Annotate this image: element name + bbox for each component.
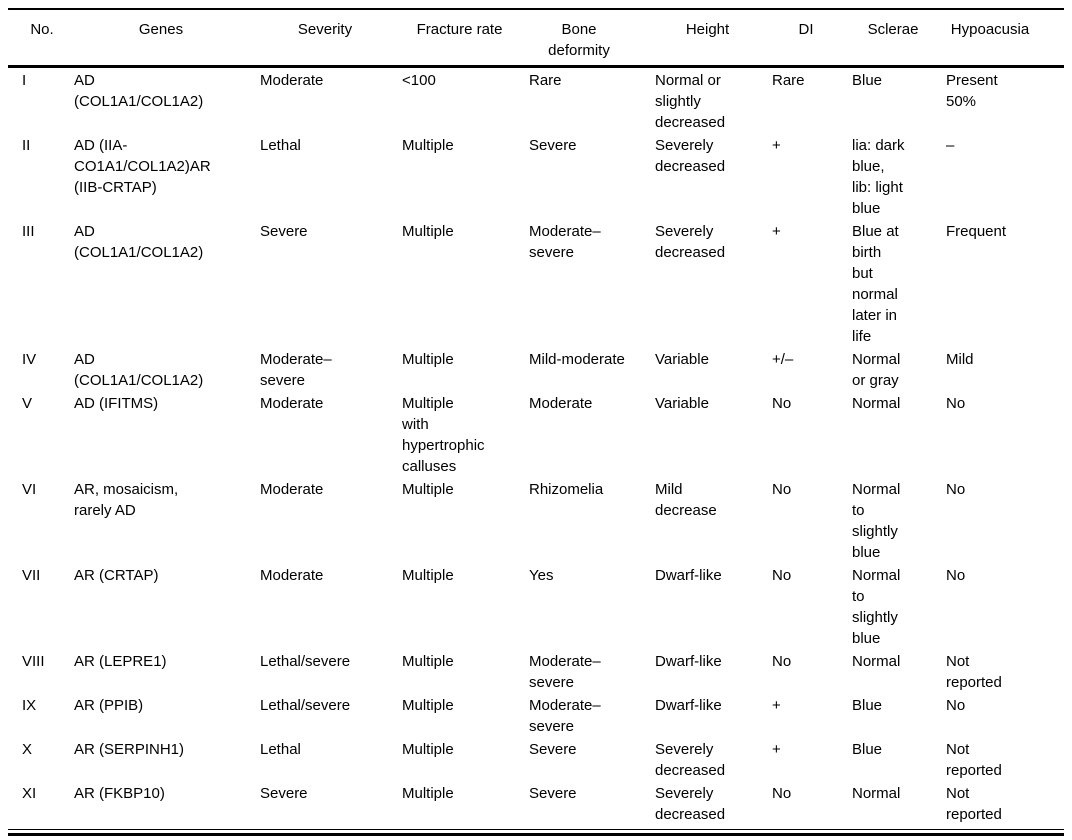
- col-header-no: No.: [30, 21, 54, 38]
- cell-di: +: [772, 741, 781, 758]
- cell-fracture-rate: Multiple: [402, 223, 454, 240]
- cell-height: Severely decreased: [655, 741, 726, 779]
- table-row: [8, 649, 1064, 693]
- cell-hypoacusia: Not reported: [946, 785, 1002, 823]
- cell-fracture-rate: Multiple: [402, 137, 454, 154]
- cell-height: Mild decrease: [655, 481, 717, 519]
- cell-di: No: [772, 395, 792, 412]
- cell-genes: AR (FKBP10): [74, 785, 165, 802]
- cell-bone-deformity: Yes: [529, 567, 554, 584]
- cell-severity: Moderate–severe: [260, 351, 332, 389]
- cell-hypoacusia: Present 50%: [946, 72, 998, 110]
- oi-types-table: [8, 8, 1064, 830]
- cell-sclerae: Blue at birth but normal later in life: [852, 223, 899, 345]
- cell-genes: AR (CRTAP): [74, 567, 159, 584]
- table-row: [8, 477, 1064, 563]
- cell-genes: AD (COL1A1/COL1A2): [74, 223, 204, 261]
- cell-di: Rare: [772, 72, 805, 89]
- col-header-di: DI: [798, 21, 814, 38]
- cell-fracture-rate: Multiple: [402, 785, 454, 802]
- cell-bone-deformity: Moderate–severe: [529, 653, 601, 691]
- cell-hypoacusia: No: [946, 395, 966, 412]
- table-row: [8, 347, 1064, 391]
- cell-di: No: [772, 785, 792, 802]
- cell-severity: Lethal: [260, 741, 301, 758]
- table-row: [8, 391, 1064, 477]
- cell-fracture-rate: <100: [402, 72, 436, 89]
- table-row: [8, 219, 1064, 347]
- table-row: [8, 67, 1064, 134]
- cell-bone-deformity: Moderate–severe: [529, 697, 601, 735]
- cell-no: VI: [22, 481, 37, 498]
- cell-no: I: [22, 72, 27, 89]
- cell-hypoacusia: Not reported: [946, 653, 1002, 691]
- cell-bone-deformity: Severe: [529, 785, 577, 802]
- cell-no: II: [22, 137, 31, 154]
- bottom-rule: [8, 833, 1064, 836]
- cell-height: Variable: [655, 395, 709, 412]
- cell-severity: Moderate: [260, 481, 324, 498]
- cell-no: V: [22, 395, 33, 412]
- cell-genes: AR, mosaicism, rarely AD: [74, 481, 179, 519]
- cell-sclerae: Normal: [852, 653, 901, 670]
- cell-genes: AR (SERPINH1): [74, 741, 185, 758]
- cell-hypoacusia: Mild: [946, 351, 974, 368]
- cell-no: VII: [22, 567, 41, 584]
- header-row: [8, 9, 1064, 67]
- cell-height: Dwarf-like: [655, 697, 722, 714]
- cell-no: IX: [22, 697, 37, 714]
- cell-sclerae: Blue: [852, 697, 883, 714]
- cell-di: +/–: [772, 351, 794, 368]
- table-row: [8, 693, 1064, 737]
- cell-bone-deformity: Rhizomelia: [529, 481, 604, 498]
- cell-no: IV: [22, 351, 37, 368]
- cell-fracture-rate: Multiple with hypertrophic calluses: [402, 395, 485, 475]
- cell-fracture-rate: Multiple: [402, 653, 454, 670]
- cell-hypoacusia: Not reported: [946, 741, 1002, 779]
- cell-genes: AD (IIA-CO1A1/COL1A2)AR (IIB-CRTAP): [74, 137, 211, 196]
- cell-bone-deformity: Mild-moderate: [529, 351, 625, 368]
- cell-severity: Moderate: [260, 72, 324, 89]
- cell-fracture-rate: Multiple: [402, 697, 454, 714]
- cell-genes: AR (LEPRE1): [74, 653, 167, 670]
- cell-bone-deformity: Rare: [529, 72, 562, 89]
- col-header-bone-deformity: Bone deformity: [548, 21, 610, 59]
- col-header-fracture-rate: Fracture rate: [416, 21, 503, 38]
- table-row: [8, 563, 1064, 649]
- table-row: [8, 737, 1064, 781]
- cell-no: XI: [22, 785, 37, 802]
- cell-height: Dwarf-like: [655, 653, 722, 670]
- cell-severity: Severe: [260, 785, 308, 802]
- cell-bone-deformity: Severe: [529, 137, 577, 154]
- cell-sclerae: Blue: [852, 72, 883, 89]
- cell-genes: AD (COL1A1/COL1A2): [74, 72, 204, 110]
- cell-sclerae: Normal or gray: [852, 351, 901, 389]
- cell-sclerae: Normal to slightly blue: [852, 567, 901, 647]
- cell-sclerae: Normal to slightly blue: [852, 481, 901, 561]
- cell-di: No: [772, 481, 792, 498]
- cell-height: Normal or slightly decreased: [655, 72, 726, 131]
- col-header-sclerae: Sclerae: [867, 21, 919, 38]
- table-header: [8, 9, 1064, 67]
- cell-hypoacusia: No: [946, 567, 966, 584]
- cell-height: Variable: [655, 351, 709, 368]
- cell-severity: Lethal/severe: [260, 697, 351, 714]
- col-header-severity: Severity: [297, 21, 353, 38]
- cell-height: Severely decreased: [655, 223, 726, 261]
- cell-hypoacusia: Frequent: [946, 223, 1007, 240]
- cell-hypoacusia: –: [946, 137, 955, 154]
- cell-hypoacusia: No: [946, 481, 966, 498]
- cell-bone-deformity: Moderate–severe: [529, 223, 601, 261]
- cell-di: No: [772, 567, 792, 584]
- cell-no: III: [22, 223, 35, 240]
- cell-di: No: [772, 653, 792, 670]
- cell-fracture-rate: Multiple: [402, 567, 454, 584]
- cell-bone-deformity: Severe: [529, 741, 577, 758]
- cell-severity: Severe: [260, 223, 308, 240]
- col-header-hypoacusia: Hypoacusia: [950, 21, 1030, 38]
- cell-no: X: [22, 741, 33, 758]
- cell-hypoacusia: No: [946, 697, 966, 714]
- cell-height: Severely decreased: [655, 137, 726, 175]
- cell-no: VIII: [22, 653, 45, 670]
- col-header-genes: Genes: [138, 21, 184, 38]
- table-row: [8, 133, 1064, 219]
- cell-sclerae: Normal: [852, 785, 901, 802]
- table-body: [8, 67, 1064, 830]
- cell-sclerae: Normal: [852, 395, 901, 412]
- cell-fracture-rate: Multiple: [402, 351, 454, 368]
- cell-genes: AD (COL1A1/COL1A2): [74, 351, 204, 389]
- cell-di: +: [772, 697, 781, 714]
- cell-genes: AR (PPIB): [74, 697, 144, 714]
- cell-severity: Lethal/severe: [260, 653, 351, 670]
- cell-di: +: [772, 137, 781, 154]
- cell-severity: Moderate: [260, 567, 324, 584]
- cell-fracture-rate: Multiple: [402, 741, 454, 758]
- cell-sclerae: lia: dark blue, lib: light blue: [852, 137, 905, 217]
- table-row: [8, 781, 1064, 830]
- cell-genes: AD (IFITMS): [74, 395, 159, 412]
- cell-fracture-rate: Multiple: [402, 481, 454, 498]
- col-header-height: Height: [685, 21, 730, 38]
- cell-severity: Moderate: [260, 395, 324, 412]
- cell-severity: Lethal: [260, 137, 301, 154]
- cell-height: Dwarf-like: [655, 567, 722, 584]
- cell-height: Severely decreased: [655, 785, 726, 823]
- cell-di: +: [772, 223, 781, 240]
- cell-sclerae: Blue: [852, 741, 883, 758]
- cell-bone-deformity: Moderate: [529, 395, 593, 412]
